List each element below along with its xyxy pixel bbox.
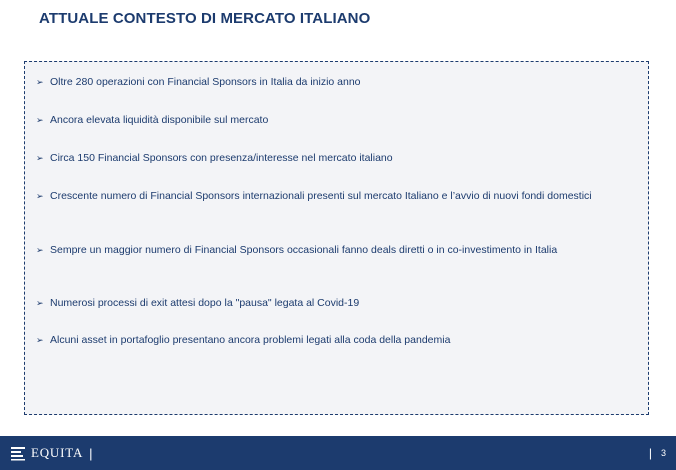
bullet-text: Oltre 280 operazioni con Financial Sponsors in Italia da inizio anno: [50, 76, 361, 88]
bullet-item: [36, 189, 636, 204]
bullet-item: [36, 75, 636, 90]
bullet-text: Sempre un maggior numero di Financial Sponsors occasionali fanno deals diretti o in co-investimento in Italia: [50, 244, 558, 256]
arrow-bullet-icon: ➢: [36, 191, 44, 201]
bullet-item: [36, 243, 636, 258]
content-box: [24, 61, 649, 415]
bullet-text: Ancora elevata liquidità disponibile sul mercato: [50, 114, 269, 126]
page-separator: |: [648, 446, 652, 460]
arrow-bullet-icon: ➢: [36, 77, 44, 87]
brand-separator: |: [89, 445, 93, 461]
page-number: 3: [660, 448, 666, 458]
bullet-item: [36, 333, 636, 348]
brand: [10, 445, 93, 461]
arrow-bullet-icon: ➢: [36, 153, 44, 163]
bullet-text: Circa 150 Financial Sponsors con presenza/interesse nel mercato italiano: [50, 152, 393, 164]
arrow-bullet-icon: ➢: [36, 298, 44, 308]
equita-logo-icon: [10, 445, 26, 461]
bullet-item: [36, 113, 636, 128]
footer-bar: [0, 436, 676, 470]
bullet-item: [36, 296, 636, 311]
arrow-bullet-icon: ➢: [36, 335, 44, 345]
brand-name: EQUITA: [31, 445, 84, 460]
slide-title: ATTUALE CONTESTO DI MERCATO ITALIANO: [39, 10, 371, 27]
bullet-text: Crescente numero di Financial Sponsors internazionali presenti sul mercato Italiano e l’avvio di nuovi fondi domestici: [50, 190, 592, 202]
bullet-text: Alcuni asset in portafoglio presentano ancora problemi legati alla coda della pandemia: [50, 334, 451, 346]
page-info: [649, 446, 666, 460]
arrow-bullet-icon: ➢: [36, 245, 44, 255]
bullet-item: [36, 151, 636, 166]
arrow-bullet-icon: ➢: [36, 115, 44, 125]
bullet-text: Numerosi processi di exit attesi dopo la "pausa" legata al Covid-19: [50, 297, 360, 309]
